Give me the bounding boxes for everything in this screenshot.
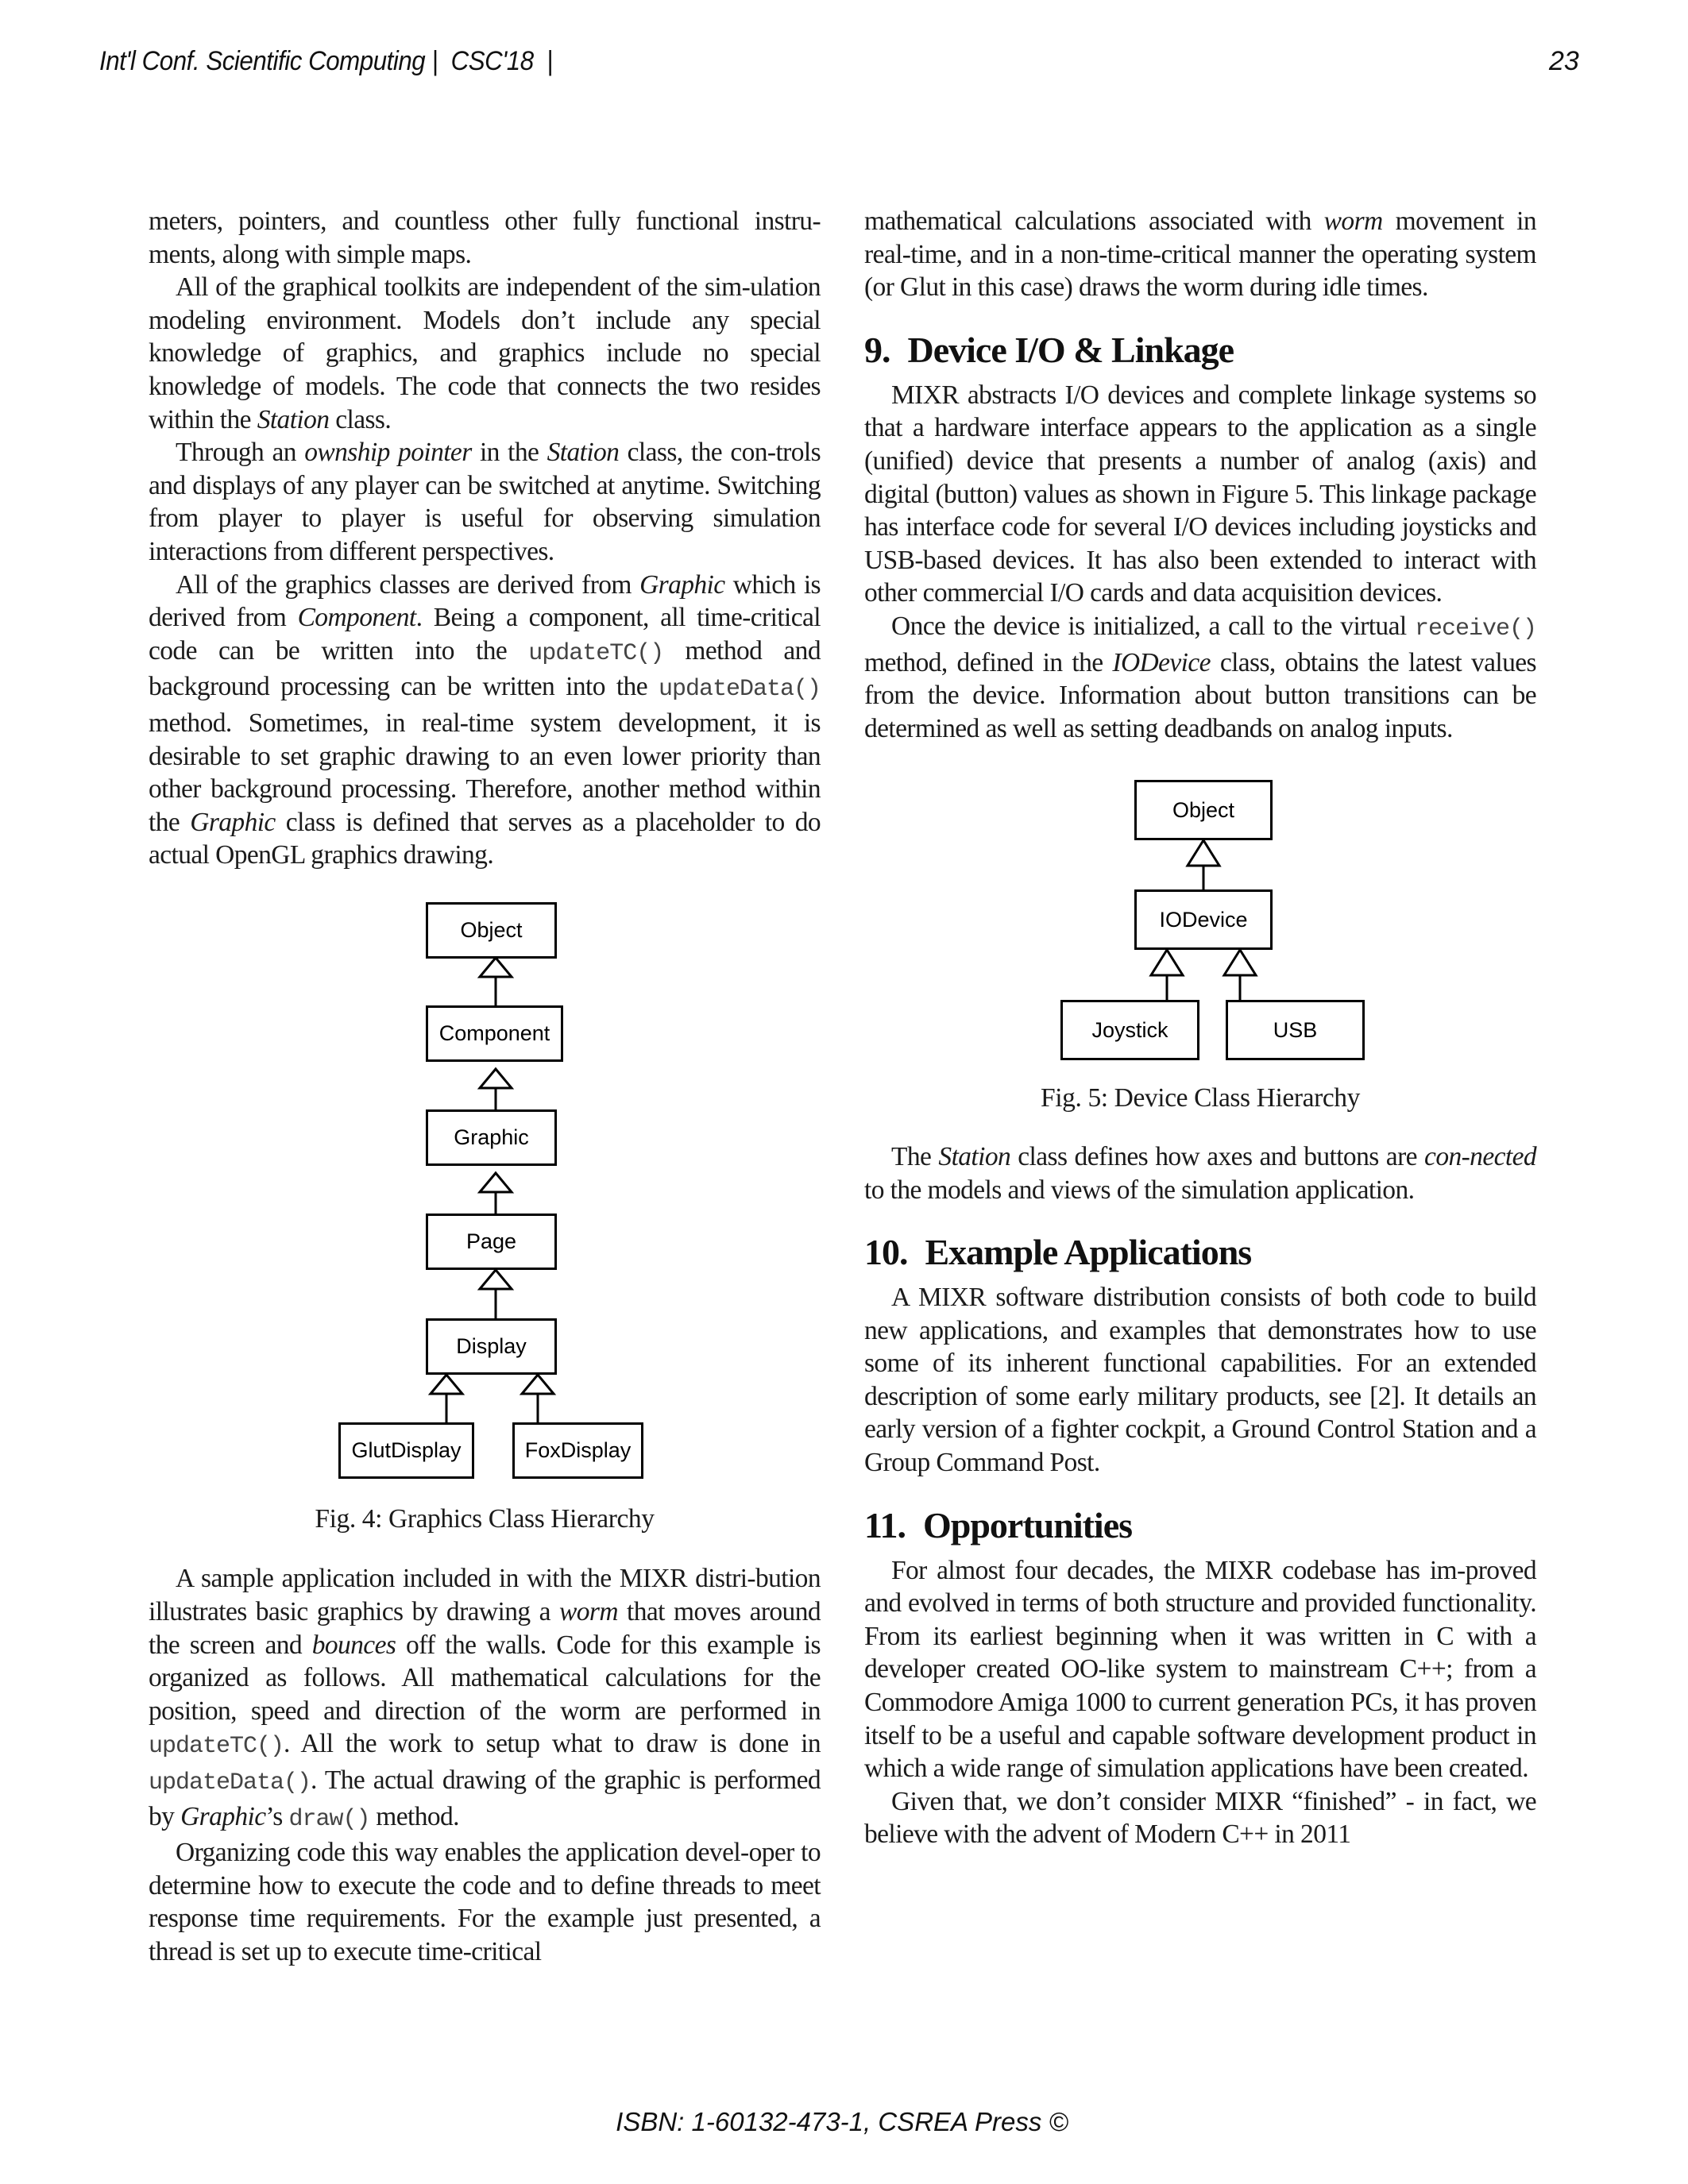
figure-5-device-class-hierarchy <box>864 780 1536 1098</box>
left-column <box>149 205 821 1969</box>
paragraph: All of the graphics classes are derived from Graphic which is derived from Component. Being a component, all time-critical code can be written into the updateTC() method and background processing can be written into the updateData() method. Sometimes, in real-time system development, it is desirable to set graphic drawing to an even lower priority than other background processing. Therefore, another method within the Graphic class is defined that serves as a placeholder to do actual OpenGL graphics drawing. <box>149 569 821 870</box>
paragraph: A sample application included in with the MIXR distri-bution illustrates basic graphics by drawing a worm that moves around the screen and bounces off the walls. Code for this example is organized as follows. All mathematical calculations for the position, speed and direction of the worm are performed in updateTC(). All the work to setup what to draw is done in updateData(). The actual drawing of the graphic is performed by Graphic’s draw() method. <box>149 1564 821 1833</box>
emphasis: Graphic <box>190 807 276 837</box>
emphasis: worm <box>1323 206 1383 236</box>
emphasis: IODevice <box>1112 647 1211 677</box>
emphasis: Graphic <box>639 569 725 600</box>
paragraph: The Station class defines how axes and buttons are con-nected to the models and views of the simulation application. <box>864 1141 1536 1205</box>
uml-class-object: Object <box>426 902 557 959</box>
figure-4-caption: Fig. 4: Graphics Class Hierarchy <box>315 1503 655 1534</box>
uml-class-glutdisplay: GlutDisplay <box>338 1422 474 1479</box>
section-title: Example Applications <box>925 1232 1252 1273</box>
section-number: 11. <box>864 1504 906 1545</box>
uml-class-component: Component <box>426 1005 563 1062</box>
figure-5-caption: Fig. 5: Device Class Hierarchy <box>1041 1083 1360 1113</box>
uml-class-display: Display <box>426 1318 557 1375</box>
paragraph: Organizing code this way enables the application devel-oper to determine how to execute the code and to define threads to meet response time requirements. For the example just presented, a thread is set up to execute time-critical <box>149 1838 821 1966</box>
figure-4-graphics-class-hierarchy <box>149 910 821 1283</box>
section-heading-9 <box>864 330 1536 371</box>
paragraph: mathematical calculations associated with worm movement in real-time, and in a non-time-critical manner the operating system (or Glut in this case) draws the worm during idle times. <box>864 206 1536 303</box>
section-heading-11 <box>864 1505 1536 1546</box>
inline-code: updateTC() <box>528 639 664 667</box>
uml-class-iodevice: IODevice <box>1134 889 1273 950</box>
emphasis: Station <box>547 438 620 468</box>
paragraph: Once the device is initialized, a call to the virtual receive() method, defined in the IODevice class, obtains the latest values from the device. Information about button transitions can be determined as well as setting deadbands on analog inputs. <box>864 611 1536 743</box>
emphasis: Component <box>297 603 416 633</box>
paragraph: A MIXR software distribution consists of both code to build new applications, and examples that demonstrates how to use some of its inherent functional capabilities. For an extended description of some early military products, see [2]. It details an early version of a fighter cockpit, a Ground Control Station and a Group Command Post. <box>864 1283 1536 1478</box>
emphasis: ownship pointer <box>304 438 472 468</box>
inline-code: updateData() <box>149 1769 311 1797</box>
emphasis: con-nected <box>1424 1141 1536 1171</box>
emphasis: Station <box>257 404 330 434</box>
uml-class-usb: USB <box>1226 1000 1365 1060</box>
uml-class-joystick: Joystick <box>1060 1000 1199 1060</box>
figure-4-lower <box>149 1283 821 1498</box>
inheritance-arrows-icon <box>149 1283 821 1498</box>
footer-isbn: ISBN: 1-60132-473-1, CSREA Press © <box>616 2107 1068 2136</box>
paragraph: For almost four decades, the MIXR codebase has im-proved and evolved in terms of both structure and provided functionality. From its earliest beginning when it was written in C with a developer created OO-like system to mainstream C++; from a Commodore Amiga 1000 to current generation PCs, it has proven itself to be a useful and capable software development product in which a wide range of simulation applications have been created. <box>864 1555 1536 1784</box>
section-title: Device I/O & Linkage <box>907 329 1234 370</box>
emphasis: worm <box>559 1597 618 1627</box>
uml-class-page: Page <box>426 1214 557 1270</box>
uml-class-graphic: Graphic <box>426 1109 557 1166</box>
paragraph: MIXR abstracts I/O devices and complete linkage systems so that a hardware interface appears to the application as a single (unified) device that presents a number of analog (axis) and digital (button) values as shown in Figure 5. This linkage package has interface code for several I/O devices including joysticks and USB-based devices. It has also been extended to interact with other commercial I/O cards and data acquisition devices. <box>864 380 1536 608</box>
inline-code: draw() <box>288 1805 370 1833</box>
paragraph: Given that, we don’t consider MIXR “finished” - in fact, we believe with the advent of Modern C++ in 2011 <box>864 1786 1536 1850</box>
section-title: Opportunities <box>922 1504 1133 1545</box>
paragraph: All of the graphical toolkits are independent of the sim-ulation modeling environment. Models don’t include any special knowledge of graphics, and graphics include no special knowledge of models. The code that connects the two resides within the Station class. <box>149 272 821 434</box>
section-number: 9. <box>864 329 890 370</box>
page-number: 23 <box>1549 46 1579 76</box>
inline-code: receive() <box>1414 615 1536 642</box>
emphasis: Station <box>938 1141 1011 1171</box>
section-number: 10. <box>864 1232 908 1273</box>
right-column <box>864 205 1536 1851</box>
running-header-title: Int'l Conf. Scientific Computing | CSC'18 | <box>99 46 553 76</box>
uml-class-object: Object <box>1134 780 1273 840</box>
emphasis: bounces <box>311 1630 396 1660</box>
paragraph: meters, pointers, and countless other fully functional instru-ments, along with simple maps. <box>149 206 821 269</box>
emphasis: Graphic <box>180 1801 266 1831</box>
uml-class-foxdisplay: FoxDisplay <box>512 1422 643 1479</box>
section-heading-10 <box>864 1232 1536 1273</box>
inline-code: updateTC() <box>149 1733 284 1761</box>
paragraph: Through an ownship pointer in the Station class, the con-trols and displays of any player can be switched at anytime. Switching from player to player is useful for observing simulation interactions from different perspectives. <box>149 438 821 566</box>
inline-code: updateData() <box>658 676 821 704</box>
